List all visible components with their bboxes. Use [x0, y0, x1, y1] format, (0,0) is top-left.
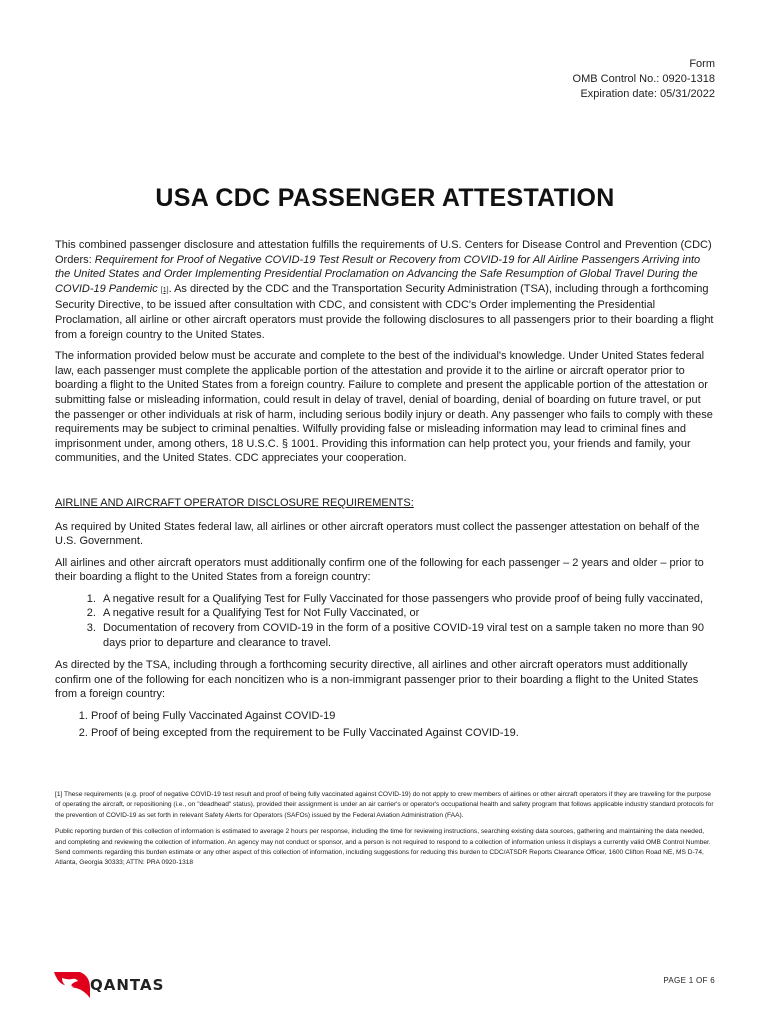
page-title: USA CDC PASSENGER ATTESTATION — [155, 184, 615, 212]
cdc-orders-title: Requirement for Proof of Negative COVID-19 Test Result or Recovery from COVID-19 for All Airline Passengers Arriving into the United States and Order Implementing Presidential Proclamation on Advancing the Safe Resumption of Global Travel During the COVID-19 Pandemic — [55, 253, 701, 295]
section-paragraph-3: As directed by the TSA, including through a forthcoming security directive, all airlines and other aircraft operators must additionally confirm one of the following for each noncitizen who is a non-immigrant passenger prior to their boarding a flight to the United States from a foreign country: — [55, 659, 699, 701]
section-paragraph-1: As required by United States federal law, all airlines or other aircraft operators must collect the passenger attestation on behalf of the U.S. Government. — [55, 520, 700, 548]
expiration-date: Expiration date: 05/31/2022 — [580, 88, 715, 100]
intro-paragraph-2: The information provided below must be accurate and complete to the best of the individual's knowledge. Under United States federal law, each passenger must complete the applicable portion of the attestation and provide it to the airline or aircraft operator prior to boarding a flight to the United States from a foreign country. Failure to complete and present the applicable portion of the attestation or submitting false or misleading information, could result in delay of travel, denial of boarding, denial of boarding on future travel, or put the passenger or other individuals at risk of harm, including serious bodily injury or death. Any passenger who fails to comply with these requirements may be subject to criminal penalties. Wilfully providing false or misleading information may lead to criminal fines and imprisonment under, among others, 18 U.S.C. § 1001. Providing this information can help protect you, your friends and family, your communities, and the United States. CDC appreciates your cooperation. — [55, 350, 713, 465]
omb-control-number: OMB Control No.: 0920-1318 — [572, 73, 715, 85]
kangaroo-logo-icon — [54, 970, 92, 1000]
list-item: 1. A negative result for a Qualifying Test for Fully Vaccinated for those passengers who provide proof of being fully vaccinated, — [99, 592, 715, 607]
list-item: 1. Proof of being Fully Vaccinated Against COVID-19 — [91, 709, 715, 724]
requirements-list — [55, 592, 715, 650]
section-paragraph-2: All airlines and other aircraft operators must additionally confirm one of the following for each passenger – 2 years and older – prior to their boarding a flight to the United States from a foreign country: — [55, 556, 704, 584]
footnotes — [55, 790, 715, 875]
page-number: PAGE 1 OF 6 — [663, 976, 715, 985]
section-heading: AIRLINE AND AIRCRAFT OPERATOR DISCLOSURE REQUIREMENTS: — [55, 496, 414, 509]
intro-text-a: This combined passenger disclosure and attestation fulfills the requirements of U.S. Centers for Disease Control and Prevention (CDC) Orders: — [55, 239, 712, 266]
list-item: 3. Documentation of recovery from COVID-19 in the form of a positive COVID-19 viral test on a sample taken no more than 90 days prior to departure and clearance to travel. — [99, 621, 715, 650]
list-item: 2. A negative result for a Qualifying Test for Not Fully Vaccinated, or — [99, 606, 715, 621]
footnote-1: [1] These requirements (e.g. proof of negative COVID-19 test result and proof of being fully vaccinated against COVID-19) do not apply to crew members of airlines or other aircraft operators if they are traveling for the purpose of operating the aircraft, or repositioning (i.e., on "deadhead" status), provided their assignment is under an air carrier's or operator's occupational health and safety program that follows applicable industry standard protocols for the prevention of COVID-19 as set forth in relevant Safety Alerts for Operators (SAFOs) issued by the Federal Aviation Administration (FAA). — [55, 791, 714, 819]
proof-list — [55, 709, 715, 740]
document-body — [55, 238, 715, 748]
burden-statement: Public reporting burden of this collection of information is estimated to average 2 hours per response, including the time for reviewing instructions, searching existing data sources, gathering and maintaining the data needed, and completing and reviewing the collection of information. An agency may not conduct or sponsor, and a person is not required to respond to a collection of information unless it displays a currently valid OMB Control Number. Send comments regarding this burden estimate or any other aspect of this collection of information, including suggestions for reducing this burden to CDC/ATSDR Reports Clearance Officer, 1600 Clifton Road NE, MS D-74, Atlanta, Georgia 30333; ATTN: PRA 0920-1318 — [55, 828, 711, 867]
list-item: 2. Proof of being excepted from the requirement to be Fully Vaccinated Against COVID-19. — [91, 726, 715, 741]
form-header — [573, 57, 715, 102]
intro-paragraph-1 — [55, 238, 715, 342]
intro-text-b: . As directed by the CDC and the Transportation Security Administration (TSA), including through a forthcoming Security Directive, to be issued after consultation with CDC, and consistent with CDC's Order implementing the Presidential Proclamation, all airline or other aircraft operators must provide the following disclosures to all passengers prior to their boarding a flight from a foreign country to the United States. — [55, 282, 714, 341]
qantas-logo — [54, 970, 164, 1000]
footnote-ref-link[interactable]: [1] — [160, 286, 169, 294]
logo-wordmark: QANTAS — [90, 976, 165, 994]
form-label: Form — [689, 58, 715, 70]
